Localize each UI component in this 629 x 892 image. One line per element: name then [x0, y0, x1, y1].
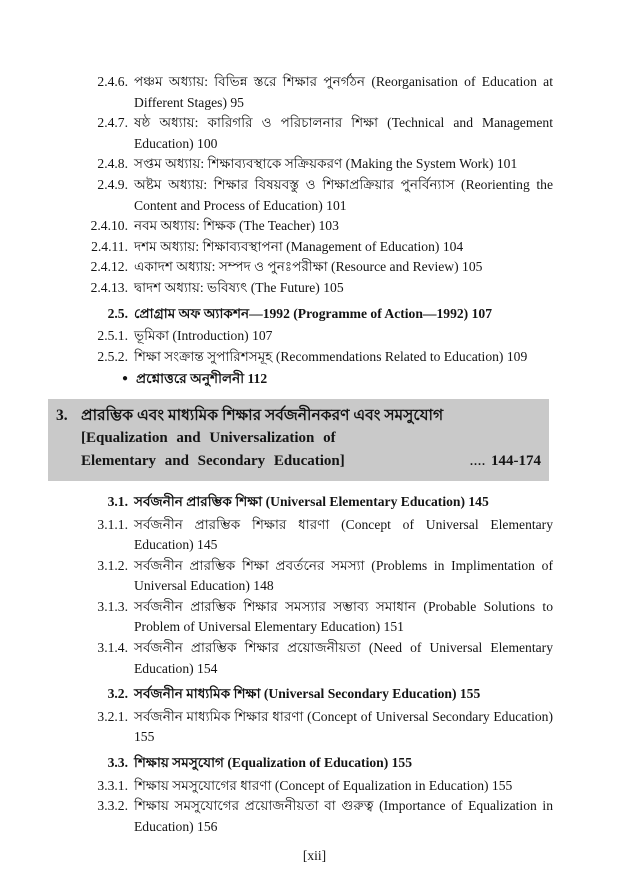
toc-entry-number: 3.3.2.	[97, 798, 128, 814]
toc-entry	[66, 684, 553, 705]
toc-entry-number: 3.1.1.	[97, 516, 128, 532]
toc-entry	[66, 326, 553, 347]
toc-entry-text: সর্বজনীন প্রারম্ভিক শিক্ষার প্রয়োজনীয়তা (Need of Universal Elementary Education) 154	[134, 640, 553, 676]
toc-entry-number: 2.4.6.	[97, 74, 128, 89]
toc-entry	[66, 796, 553, 837]
toc-entry	[66, 304, 553, 325]
toc-entry-number: 2.5.	[107, 305, 128, 321]
toc-entry	[66, 638, 553, 679]
section-3-heading	[48, 399, 549, 481]
toc-entry	[66, 154, 553, 175]
toc-entry	[66, 347, 553, 368]
toc-entry	[66, 753, 553, 774]
toc-entry-text: সর্বজনীন প্রারম্ভিক শিক্ষা প্রবর্তনের সমস্যা (Problems in Implimentation of Universal Education) 148	[134, 557, 553, 594]
section-number: 3.	[56, 406, 68, 424]
toc-entry-text: একাদশ অধ্যায়: সম্পদ ও পুনঃপরীক্ষা (Resource and Review) 105	[134, 259, 483, 275]
toc-entry-number: 2.5.2.	[97, 348, 128, 364]
toc-section-2-entries	[66, 72, 553, 390]
toc-entry	[66, 707, 553, 748]
bullet-icon: ●	[121, 373, 128, 385]
toc-entry-number: 2.4.7.	[97, 115, 128, 131]
toc-entry-number: 3.1.2.	[97, 557, 128, 573]
section-title-english-line1: [Equalization and Universalization of	[81, 429, 336, 446]
toc-entry	[66, 776, 553, 797]
toc-entry-number: 2.5.1.	[97, 328, 128, 344]
toc-entry-text: শিক্ষায় সমসুযোগের প্রয়োজনীয়তা বা গুরুত্ব (Importance of Equalization in Education) 156	[134, 798, 553, 834]
toc-entry-text: প্রশ্নোত্তরে অনুশীলনী 112	[136, 371, 268, 387]
toc-entry-text: পঞ্চম অধ্যায়: বিভিন্ন স্তরে শিক্ষার পুনর্গঠন (Reorganisation of Education at Different Stages) 95	[134, 74, 553, 110]
toc-entry-text: শিক্ষায় সমসুযোগ (Equalization of Education) 155	[134, 755, 413, 771]
toc-entry-text: সর্বজনীন মাধ্যমিক শিক্ষা (Universal Secondary Education) 155	[134, 686, 481, 702]
section-page-range	[470, 450, 541, 473]
toc-entry-text: সর্বজনীন মাধ্যমিক শিক্ষার ধারণা (Concept of Universal Secondary Education) 155	[134, 708, 553, 745]
toc-entry-number: 3.3.	[107, 755, 128, 771]
toc-entry-number: 3.1.4.	[97, 640, 128, 656]
toc-entry-number: 2.4.10.	[90, 218, 128, 234]
toc-entry-text: ভূমিকা (Introduction) 107	[134, 328, 273, 344]
toc-entry-number: 2.4.13.	[90, 279, 128, 295]
toc-entry-number: 2.4.11.	[91, 238, 128, 254]
section-title-bengali: প্রারম্ভিক এবং মাধ্যমিক শিক্ষার সর্বজনীনকরণ এবং সমসুযোগ	[81, 406, 444, 424]
toc-entry-number: 3.3.1.	[97, 777, 128, 793]
toc-entry-text: শিক্ষা সংক্রান্ত সুপারিশসমূহ (Recommendations Related to Education) 109	[134, 348, 528, 364]
toc-entry	[66, 257, 553, 278]
toc-entry	[66, 556, 553, 597]
toc-entry	[66, 492, 553, 513]
toc-entry-number: 2.4.8.	[97, 156, 128, 172]
toc-entry-number: 3.1.3.	[97, 598, 128, 614]
toc-entry-text: নবম অধ্যায়: শিক্ষক (The Teacher) 103	[134, 218, 339, 234]
page-range-value: 144-174	[491, 452, 541, 469]
toc-entry	[66, 278, 553, 299]
table-of-contents	[0, 72, 629, 837]
toc-entry-number: 3.1.	[107, 493, 128, 509]
toc-entry	[66, 216, 553, 237]
toc-entry-text: প্রোগ্রাম অফ অ্যাকশন—1992 (Programme of Action—1992) 107	[134, 305, 492, 321]
toc-entry-text: শিক্ষায় সমসুযোগের ধারণা (Concept of Equalization in Education) 155	[134, 777, 513, 793]
toc-entry	[66, 597, 553, 638]
toc-entry	[66, 175, 553, 216]
toc-entry-text: সর্বজনীন প্রারম্ভিক শিক্ষার সমস্যার সম্ভাব্য সমাধান (Probable Solutions to Problem of Universal Elementary Education) 151	[134, 598, 553, 635]
section-title-english-line2: Elementary and Secondary Education]	[81, 452, 345, 469]
toc-entry-text: ষষ্ঠ অধ্যায়: কারিগরি ও পরিচালনার শিক্ষা (Technical and Management Education) 100	[134, 115, 553, 151]
toc-entry-text: দ্বাদশ অধ্যায়: ভবিষ্যৎ (The Future) 105	[134, 279, 344, 295]
toc-entry	[66, 113, 553, 154]
toc-entry-text: সর্বজনীন প্রারম্ভিক শিক্ষার ধারণা (Concept of Universal Elementary Education) 145	[134, 516, 553, 553]
toc-entry	[66, 515, 553, 556]
toc-entry	[66, 72, 553, 113]
toc-entry	[66, 369, 553, 390]
leader-dots: ....	[470, 453, 486, 468]
toc-entry-text: সপ্তম অধ্যায়: শিক্ষাব্যবস্থাকে সক্রিয়করণ (Making the System Work) 101	[134, 156, 518, 172]
toc-entry	[66, 237, 553, 258]
toc-section-3-entries	[66, 492, 553, 838]
section-heading-body	[81, 404, 541, 473]
toc-entry-text: সর্বজনীন প্রারম্ভিক শিক্ষা (Universal Elementary Education) 145	[134, 493, 489, 509]
toc-entry-number: 3.2.	[107, 686, 128, 702]
toc-entry-text: অষ্টম অধ্যায়: শিক্ষার বিষয়বস্তু ও শিক্ষাপ্রক্রিয়ার পুনর্বিন্যাস (Reorienting the Content and Process of Education) 101	[134, 176, 553, 213]
toc-entry-text: দশম অধ্যায়: শিক্ষাব্যবস্থাপনা (Management of Education) 104	[134, 238, 464, 254]
toc-entry-number: 3.2.1.	[97, 708, 128, 724]
section-title-english-line2-row	[81, 450, 541, 473]
toc-entry-number: 2.4.9.	[97, 176, 128, 192]
page-number: [xii]	[302, 848, 327, 863]
toc-entry-number: 2.4.12.	[90, 259, 128, 275]
